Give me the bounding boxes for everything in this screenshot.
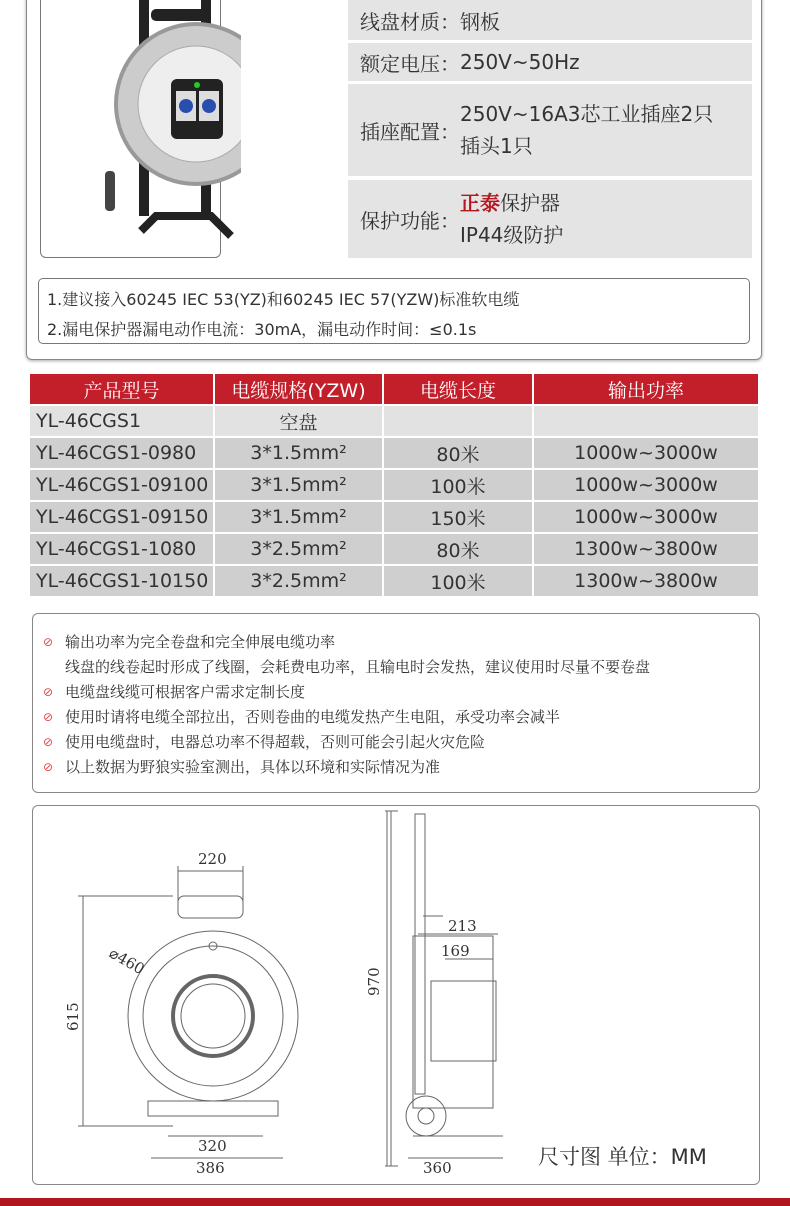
table-row (29, 501, 759, 533)
cell: YL-46CGS1-0980 (29, 437, 214, 469)
cell: YL-46CGS1-10150 (29, 565, 214, 597)
clock-icon: ⊘ (43, 710, 54, 724)
table-row (29, 533, 759, 565)
spec-row-voltage (348, 43, 752, 81)
cell: 3*1.5mm² (214, 501, 383, 533)
table-header (29, 373, 759, 405)
cell: YL-46CGS1-1080 (29, 533, 214, 565)
spec-value: 插头1只 (460, 134, 533, 158)
dim-w1: 320 (198, 1137, 227, 1155)
tip-text: 使用时请将电缆全部拉出，否则卷曲的电缆发热产生电阻，承受功率会减半 (65, 708, 561, 726)
product-photo (40, 0, 221, 258)
spec-row-socket (348, 84, 752, 176)
tip-item (43, 755, 759, 780)
dim-d2: 169 (441, 942, 470, 960)
cell: 空盘 (214, 405, 383, 437)
cell: 150米 (383, 501, 533, 533)
header-length: 电缆长度 (383, 373, 533, 405)
dim-top: 220 (198, 850, 227, 868)
cell: 100米 (383, 469, 533, 501)
cell: YL-46CGS1-09150 (29, 501, 214, 533)
spec-key: 保护功能： (360, 208, 460, 233)
tip-text: 使用电缆盘时，电器总功率不得超载，否则可能会引起火灾危险 (65, 733, 486, 751)
dim-height: 615 (64, 1002, 82, 1031)
cell: 3*1.5mm² (214, 469, 383, 501)
diagram-caption: 尺寸图 单位：MM (538, 1145, 707, 1169)
cell: 1000w~3000w (533, 501, 759, 533)
note: 1.建议接入60245 IEC 53(YZ)和60245 IEC 57(YZW)标准软电缆 (47, 290, 520, 309)
cell: YL-46CGS1-09100 (29, 469, 214, 501)
tip-text: 以上数据为野狼实验室测出，具体以环境和实际情况为准 (65, 758, 441, 776)
cell: 3*2.5mm² (214, 533, 383, 565)
spec-row-material (348, 0, 752, 40)
spec-value: 250V~16A3芯工业插座2只 (460, 102, 714, 126)
notes-box (38, 278, 750, 344)
header-power: 输出功率 (533, 373, 759, 405)
cell: 1000w~3000w (533, 469, 759, 501)
cell: 1000w~3000w (533, 437, 759, 469)
clock-icon: ⊘ (43, 760, 54, 774)
brand-name: 正泰 (460, 191, 500, 215)
clock-icon: ⊘ (43, 635, 54, 649)
tip-item (43, 730, 759, 755)
cell: 100米 (383, 565, 533, 597)
cell: 1300w~3800w (533, 565, 759, 597)
dim-base: 360 (423, 1159, 452, 1177)
table-row (29, 469, 759, 501)
table-row (29, 565, 759, 597)
dim-diameter: ⌀460 (106, 943, 148, 979)
table-row (29, 405, 759, 437)
header-spec: 电缆规格(YZW) (214, 373, 383, 405)
header-model: 产品型号 (29, 373, 214, 405)
cell: 80米 (383, 437, 533, 469)
table-row (29, 437, 759, 469)
spec-value: 保护器 (500, 191, 560, 215)
cell (383, 405, 533, 437)
spec-value: IP44级防护 (460, 223, 564, 247)
cell: 3*1.5mm² (214, 437, 383, 469)
tips-box (32, 613, 760, 793)
cell (533, 405, 759, 437)
tip-item (43, 630, 759, 655)
clock-icon: ⊘ (43, 685, 54, 699)
dim-side-height: 970 (365, 967, 383, 996)
dimension-diagram (32, 805, 760, 1185)
clock-icon: ⊘ (43, 735, 54, 749)
spec-row-protection (348, 180, 752, 258)
tip-continuation: 线盘的线卷起时形成了线圈，会耗费电功率，且输电时会发热，建议使用时尽量不要卷盘 (65, 658, 651, 676)
dim-d1: 213 (448, 917, 477, 935)
tip-item (43, 680, 759, 705)
product-table (28, 372, 760, 598)
dim-w2: 386 (196, 1159, 225, 1177)
cell: 3*2.5mm² (214, 565, 383, 597)
spec-value: 250V~50Hz (460, 50, 580, 74)
spec-key: 线盘材质： (360, 9, 460, 34)
tip-text: 输出功率为完全卷盘和完全伸展电缆功率 (65, 633, 336, 651)
tip-text: 电缆盘线缆可根据客户需求定制长度 (65, 683, 306, 701)
note: 2.漏电保护器漏电动作电流：30mA，漏电动作时间：≤0.1s (47, 320, 477, 339)
cable-reel-image (21, 0, 241, 259)
cell: 80米 (383, 533, 533, 565)
tip-item (43, 705, 759, 730)
spec-key: 额定电压： (360, 51, 460, 76)
cell: YL-46CGS1 (29, 405, 214, 437)
spec-key: 插座配置： (360, 119, 460, 144)
spec-value: 钢板 (460, 9, 500, 34)
bottom-bar (0, 1198, 790, 1206)
cell: 1300w~3800w (533, 533, 759, 565)
